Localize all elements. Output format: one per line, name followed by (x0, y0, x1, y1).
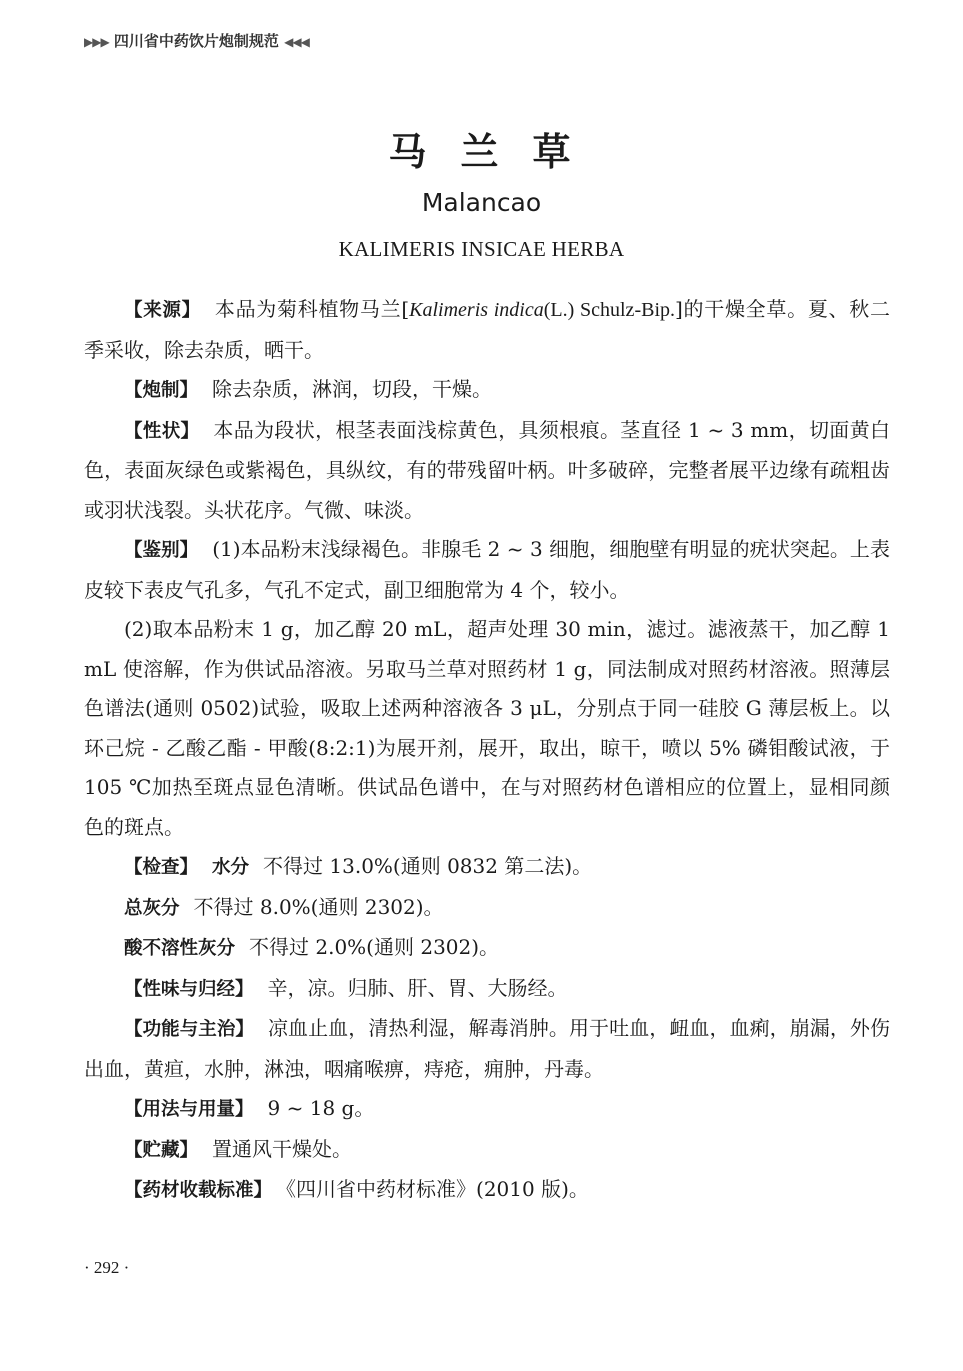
function-label: 【功能与主治】 (124, 1019, 254, 1040)
storage-text: 置通风干燥处。 (212, 1136, 353, 1161)
section-usage (84, 1089, 890, 1130)
section-function (84, 1009, 890, 1089)
total-ash-text: 不得过 8.0%(通则 2302)。 (193, 894, 444, 919)
source-post: ]的干燥全草。夏、秋二季采收，除去杂质，晒干。 (84, 297, 890, 362)
nature-text: 辛，凉。归肺、肝、胃、大肠经。 (267, 975, 568, 1000)
title-pinyin: Malancao (421, 188, 542, 217)
total-ash-label: 总灰分 (124, 897, 180, 919)
header-arrows-right-icon: ◀◀◀ (284, 35, 309, 49)
identification-item-1: (1)本品粉末浅绿褐色。非腺毛 2 ~ 3 细胞，细胞壁有明显的疣状突起。上表皮较下表皮气孔多，气孔不定式，副卫细胞常为 4 个，较小。 (84, 537, 890, 602)
identification-label: 【鉴别】 (124, 540, 199, 561)
page-number: · 292 · (84, 1258, 130, 1277)
header-title: 四川省中药饮片炮制规范 (113, 32, 279, 50)
inspection-acid-ash (84, 928, 890, 969)
section-nature (84, 969, 890, 1010)
section-standard (84, 1170, 890, 1211)
section-storage (84, 1130, 890, 1171)
function-text: 凉血止血，清热利湿，解毒消肿。用于吐血，衄血，血痢，崩漏，外伤出血，黄疸，水肿，淋浊，咽痛喉痹，痔疮，痈肿，丹毒。 (84, 1016, 890, 1081)
acid-ash-text: 不得过 2.0%(通则 2302)。 (249, 935, 500, 959)
monograph-body (84, 290, 890, 1211)
section-processing (84, 370, 890, 411)
section-identification (84, 530, 890, 610)
processing-label: 【炮制】 (124, 380, 199, 401)
source-latin-author: (L.) Schulz-Bip. (543, 299, 675, 321)
section-source (84, 290, 890, 370)
description-text: 本品为段状，根茎表面浅棕黄色，具须根痕。茎直径 1 ~ 3 mm，切面黄白色，表面灰绿色或紫褐色，具纵纹，有的带残留叶柄。叶多破碎，完整者展平边缘有疏粗齿或羽状浅裂。头状花序。气微、味淡。 (84, 417, 890, 522)
usage-label: 【用法与用量】 (124, 1099, 254, 1120)
running-header (84, 30, 309, 51)
header-arrows-left-icon: ▶▶▶ (84, 35, 109, 49)
section-inspection (84, 847, 890, 888)
title-latin: KALIMERIS INSICAE HERBA (338, 237, 625, 261)
source-pre: 本品为菊科植物马兰[ (214, 297, 410, 321)
inspection-label: 【检查】 (124, 857, 199, 878)
water-text: 不得过 13.0%(通则 0832 第二法)。 (263, 854, 593, 878)
acid-ash-label: 酸不溶性灰分 (124, 938, 236, 959)
standard-text: 《四川省中药材标准》(2010 版)。 (286, 1177, 589, 1201)
water-label: 水分 (212, 857, 250, 878)
title-chinese: 马兰草 (388, 130, 605, 174)
identification-item-2-paragraph (84, 610, 890, 847)
inspection-total-ash (84, 888, 890, 929)
identification-item-2: (2)取本品粉末 1 g，加乙醇 20 mL，超声处理 30 min，滤过。滤液蒸干，加乙醇 1 mL 使溶解，作为供试品溶液。另取马兰草对照药材 1 g，同法制成对照药材溶液。照薄层色谱法(通则 0502)试验，吸取上述两种溶液各 3 μL，分别点于同一硅胶 G 薄层板上。以环己烷 - 乙酸乙酯 - 甲酸(8:2:1)为展开剂，展开，取出，晾干，喷以 5% 磷钼酸试液，于 105 ℃加热至斑点显色清晰。供试品色谱中，在与对照药材色谱相应的位置上，显相同颜色的斑点。 (84, 617, 890, 839)
description-label: 【性状】 (124, 420, 200, 442)
monograph-title (0, 125, 963, 265)
usage-text: 9 ~ 18 g。 (267, 1096, 375, 1120)
section-description (84, 411, 890, 531)
standard-label: 【药材收载标准】 (124, 1180, 273, 1201)
storage-label: 【贮藏】 (124, 1139, 199, 1161)
nature-label: 【性味与归经】 (124, 978, 254, 1000)
processing-text: 除去杂质，淋润，切段，干燥。 (212, 377, 493, 401)
source-label: 【来源】 (124, 300, 201, 321)
source-latin-name: Kalimeris indica (409, 299, 544, 321)
